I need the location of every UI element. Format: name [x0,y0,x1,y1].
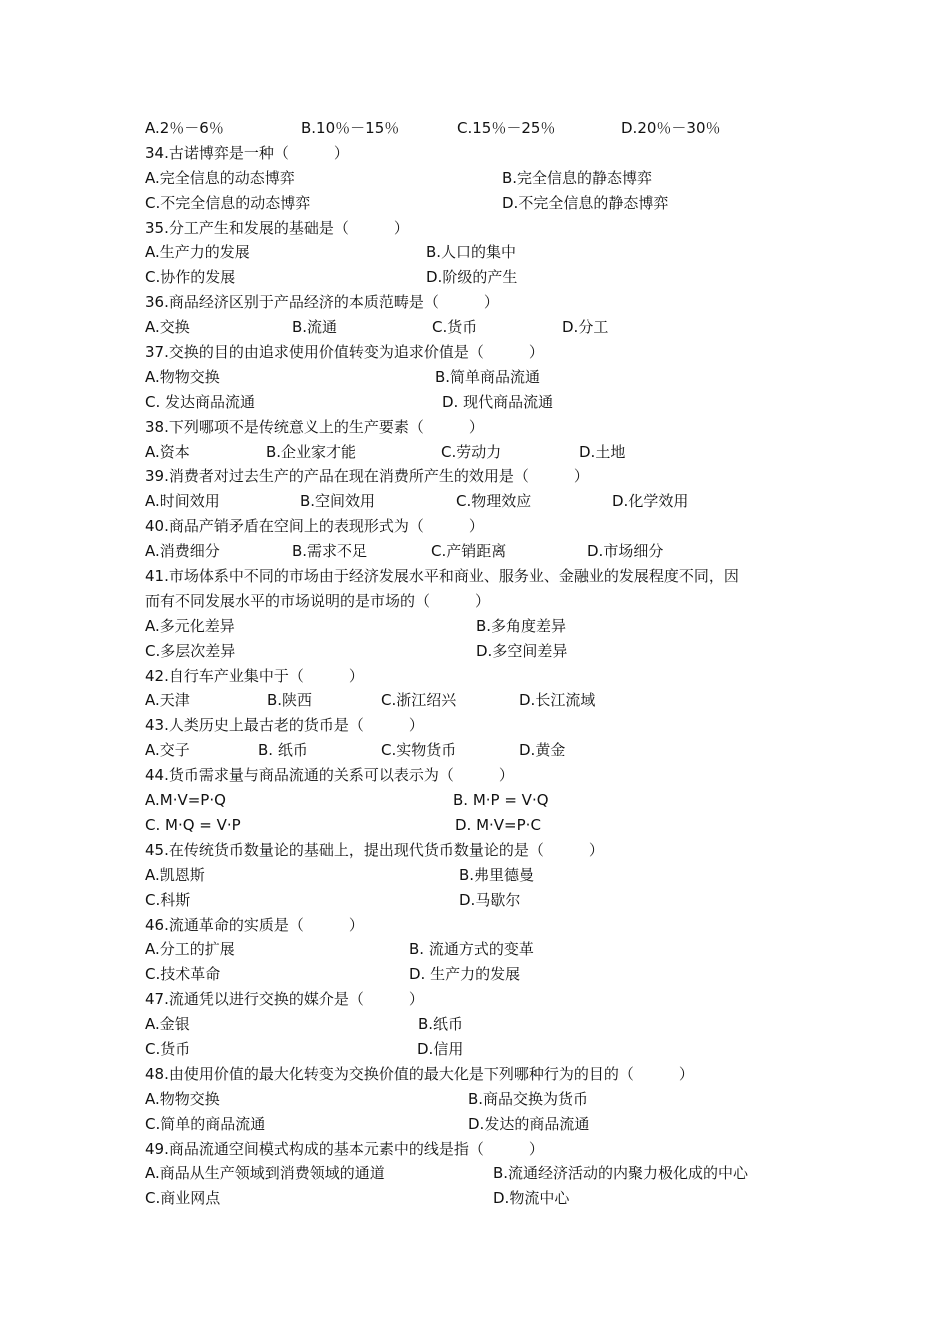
option-b: B.需求不足 [292,542,368,561]
question-49-options-row2 [145,1186,825,1211]
question-36-stem [145,290,825,315]
question-42-options [145,688,825,713]
option-a: A.交子 [145,741,190,760]
option-a: A.商品从生产领域到消费领域的通道 [145,1164,385,1183]
question-49-stem [145,1137,825,1162]
question-34-options-row2 [145,191,825,216]
question-38-stem [145,415,825,440]
question-45-options-row1 [145,863,825,888]
question-39-stem [145,464,825,489]
question-44-options-row2 [145,813,825,838]
question-45-options-row2 [145,888,825,913]
question-33-options [145,116,825,141]
option-a: A.完全信息的动态博弈 [145,168,295,187]
option-b: B. M·P = V·Q [453,791,549,810]
question-40-options [145,539,825,564]
option-d: D.土地 [579,442,626,461]
option-a: A.分工的扩展 [145,940,235,959]
question-stem: 48.由使用价值的最大化转变为交换价值的最大化是下列哪种行为的目的（ ） [145,1064,694,1083]
option-c: C.产销距离 [431,542,507,561]
question-34-stem [145,141,825,166]
option-b: B. 纸币 [258,741,308,760]
option-c: C.科斯 [145,890,191,909]
option-c: C.浙江绍兴 [381,691,457,710]
option-c: C.15％－25％ [457,119,556,137]
option-a: A.资本 [145,442,190,461]
option-b: B.弗里德曼 [459,865,535,884]
question-stem: 40.商品产销矛盾在空间上的表现形式为（ ） [145,517,484,536]
question-44-stem [145,763,825,788]
option-b: B.完全信息的静态博弈 [502,168,653,187]
question-47-stem [145,987,825,1012]
question-46-options-row2 [145,962,825,987]
option-a: A.交换 [145,318,190,337]
question-stem: 36.商品经济区别于产品经济的本质范畴是（ ） [145,293,499,312]
option-d: D. M·V=P·C [455,815,541,834]
question-47-options-row1 [145,1012,825,1037]
option-d: D.20％－30％ [621,119,721,137]
option-c: C. 发达商品流通 [145,392,256,411]
option-b: B.简单商品流通 [435,367,541,386]
question-44-options-row1 [145,788,825,813]
option-c: C.货币 [432,318,478,337]
question-stem: 47.流通凭以进行交换的媒介是（ ） [145,990,424,1009]
option-a: A.消费细分 [145,542,220,561]
option-b: B.商品交换为货币 [468,1089,589,1108]
option-c: C.货币 [145,1039,191,1058]
question-47-options-row2 [145,1037,825,1062]
option-b: B.流通经济活动的内聚力极化成的中心 [493,1164,749,1183]
option-b: B.10％－15％ [301,119,400,137]
option-d: D.马歇尔 [459,890,521,909]
question-41-stem-line2 [145,589,825,614]
option-d: D.不完全信息的静态博弈 [502,193,669,212]
option-c: C.劳动力 [441,442,502,461]
option-c: C.实物货币 [381,741,457,760]
option-d: D.发达的商品流通 [468,1114,590,1133]
question-stem: 46.流通革命的实质是（ ） [145,915,364,934]
option-c: C.物理效应 [456,492,532,511]
question-41-stem-line1 [145,564,825,589]
question-41-options-row2 [145,639,825,664]
question-49-options-row1 [145,1161,825,1186]
question-41-options-row1 [145,614,825,639]
question-stem-continued: 而有不同发展水平的市场说明的是市场的（ ） [145,591,491,610]
question-45-stem [145,838,825,863]
option-d: D.市场细分 [587,542,664,561]
question-stem: 44.货币需求量与商品流通的关系可以表示为（ ） [145,766,514,785]
question-stem: 37.交换的目的由追求使用价值转变为追求价值是（ ） [145,343,544,362]
option-d: D. 现代商品流通 [442,392,554,411]
question-46-options-row1 [145,937,825,962]
option-b: B.人口的集中 [426,243,517,262]
option-a: A.物物交换 [145,1089,220,1108]
question-stem: 35.分工产生和发展的基础是（ ） [145,218,409,237]
question-36-options [145,315,825,340]
option-b: B. 流通方式的变革 [409,940,534,959]
option-c: C.多层次差异 [145,641,236,660]
option-d: D. 生产力的发展 [409,965,521,984]
question-35-options-row1 [145,240,825,265]
question-37-stem [145,340,825,365]
question-stem: 49.商品流通空间模式构成的基本元素中的线是指（ ） [145,1139,544,1158]
question-stem: 34.古诺博弈是一种（ ） [145,143,349,162]
question-stem: 43.人类历史上最古老的货币是（ ） [145,716,424,735]
option-b: B.陕西 [267,691,313,710]
option-c: C.商业网点 [145,1189,221,1208]
option-a: A.多元化差异 [145,616,235,635]
question-48-stem [145,1062,825,1087]
option-b: B.流通 [292,318,338,337]
option-d: D.阶级的产生 [426,268,518,287]
option-a: A.天津 [145,691,190,710]
question-stem: 38.下列哪项不是传统意义上的生产要素（ ） [145,417,484,436]
question-46-stem [145,913,825,938]
question-35-stem [145,216,825,241]
option-c: C.不完全信息的动态博弈 [145,193,311,212]
question-stem: 39.消费者对过去生产的产品在现在消费所产生的效用是（ ） [145,467,589,486]
option-d: D.分工 [562,318,609,337]
question-35-options-row2 [145,265,825,290]
question-43-stem [145,713,825,738]
exam-document [145,116,825,1211]
option-d: D.黄金 [519,741,566,760]
option-a: A.凯恩斯 [145,865,205,884]
question-37-options-row2 [145,390,825,415]
option-c: C.简单的商品流通 [145,1114,266,1133]
question-42-stem [145,664,825,689]
option-a: A.生产力的发展 [145,243,250,262]
option-d: D.化学效用 [612,492,689,511]
option-b: B.企业家才能 [266,442,357,461]
option-b: B.多角度差异 [476,616,567,635]
option-d: D.物流中心 [493,1189,570,1208]
option-c: C. M·Q = V·P [145,815,241,834]
question-48-options-row1 [145,1087,825,1112]
option-c: C.技术革命 [145,965,221,984]
question-stem: 45.在传统货币数量论的基础上，提出现代货币数量论的是（ ） [145,840,604,859]
option-d: D.信用 [417,1039,464,1058]
option-a: A.物物交换 [145,367,220,386]
question-37-options-row1 [145,365,825,390]
question-43-options [145,738,825,763]
option-b: B.纸币 [418,1015,464,1034]
option-a: A.时间效用 [145,492,220,511]
question-39-options [145,489,825,514]
option-d: D.长江流域 [519,691,596,710]
option-c: C.协作的发展 [145,268,236,287]
question-48-options-row2 [145,1112,825,1137]
option-a: A.2％－6％ [145,119,224,137]
option-d: D.多空间差异 [476,641,568,660]
question-40-stem [145,514,825,539]
question-stem: 41.市场体系中不同的市场由于经济发展水平和商业、服务业、金融业的发展程度不同，因 [145,567,739,586]
question-stem: 42.自行车产业集中于（ ） [145,666,364,685]
option-a: A.金银 [145,1015,190,1034]
option-a: A.M·V=P·Q [145,791,226,810]
question-38-options [145,440,825,465]
option-b: B.空间效用 [300,492,376,511]
question-34-options-row1 [145,166,825,191]
